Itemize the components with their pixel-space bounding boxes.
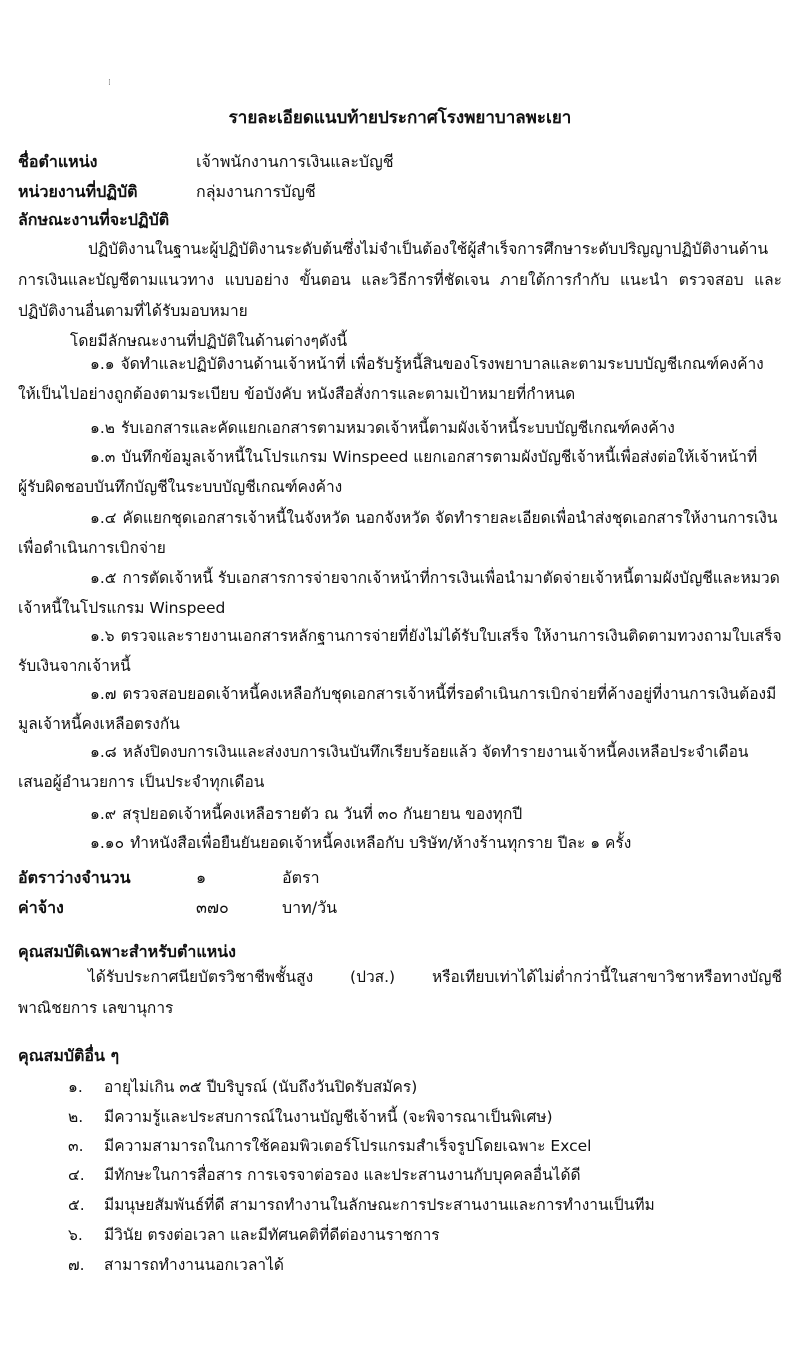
duty-number: ๑.๒ bbox=[90, 419, 115, 437]
duty-item bbox=[18, 564, 782, 623]
qual-text: มีวินัย ตรงต่อเวลา และมีทัศนคติที่ดีต่องานราชการ bbox=[104, 1226, 440, 1244]
qual-number: ๔. bbox=[68, 1166, 85, 1184]
duty-text: หลังปิดงบการเงินและส่งงบการเงินบันทึกเรียบร้อยแล้ว จัดทำรายงานเจ้าหนี้คงเหลือประจำเดือนเสนอผู้อำนวยการ เป็นประจำทุกเดือน bbox=[18, 743, 749, 791]
duty-number: ๑.๙ bbox=[90, 805, 117, 823]
position-label: ชื่อตำแหน่ง bbox=[18, 152, 98, 171]
duty-text: ทำหนังสือเพื่อยืนยันยอดเจ้าหนี้คงเหลือกับ บริษัท/ห้างร้านทุกราย ปีละ ๑ ครั้ง bbox=[130, 834, 632, 852]
qual-text: มีทักษะในการสื่อสาร การเจรจาต่อรอง และประสานงานกับบุคคลอื่นได้ดี bbox=[104, 1166, 581, 1184]
duty-number: ๑.๖ bbox=[90, 627, 115, 645]
position-value: เจ้าพนักงานการเงินและบัญชี bbox=[196, 152, 394, 171]
qual-number: ๕. bbox=[68, 1196, 85, 1214]
duty-item bbox=[18, 414, 782, 444]
qual-text: มีความรู้และประสบการณ์ในงานบัญชีเจ้าหนี้ (จะพิจารณาเป็นพิเศษ) bbox=[104, 1108, 553, 1126]
qual-text: สามารถทำงานนอกเวลาได้ bbox=[104, 1256, 284, 1274]
duty-number: ๑.๔ bbox=[90, 509, 117, 527]
duty-text: จัดทำและปฏิบัติงานด้านเจ้าหน้าที่ เพื่อรับรู้หนี้สินของโรงพยาบาลและตามระบบบัญชีเกณฑ์คงค้าง ให้เป็นไปอย่างถูกต้องตามระเบียบ ข้อบังคับ หนังสือสั่งการและตามเป้าหมายที่กำหนด bbox=[18, 355, 764, 403]
duty-item bbox=[18, 504, 782, 563]
qual-item bbox=[68, 1133, 592, 1158]
duty-number: ๑.๑ bbox=[90, 355, 115, 373]
duty-text: ตรวจสอบยอดเจ้าหนี้คงเหลือกับชุดเอกสารเจ้าหนี้ที่รอดำเนินการเบิกจ่ายที่ค้างอยู่ที่งานการเงินต้องมีมูลเจ้าหนี้คงเหลือตรงกัน bbox=[18, 685, 777, 733]
qual-item bbox=[68, 1222, 440, 1247]
duties-heading: ลักษณะงานที่จะปฏิบัติ bbox=[18, 210, 170, 229]
wage-unit: บาท/วัน bbox=[282, 898, 337, 917]
duties-intro: ปฏิบัติงานในฐานะผู้ปฏิบัติงานระดับต้นซึ่งไม่จำเป็นต้องใช้ผู้สำเร็จการศึกษาระดับปริญญาปฏิบัติงานด้านการเงินและบัญชีตามแนวทาง แบบอย่าง ขั้นตอน และวิธีการที่ชัดเจน ภายใต้การกำกับ แนะนำ ตรวจสอบ และปฏิบัติงานอื่นตามที่ได้รับมอบหมาย bbox=[18, 240, 782, 320]
duty-number: ๑.๕ bbox=[90, 569, 117, 587]
duty-text: บันทึกข้อมูลเจ้าหนี้ในโปรแกรม Winspeed แยกเอกสารตามผังบัญชีเจ้าหนี้เพื่อส่งต่อให้เจ้าหน้าที่ผู้รับผิดชอบบันทึกบัญชีในระบบบัญชีเกณฑ์คงค้าง bbox=[18, 448, 758, 496]
duty-item bbox=[18, 800, 782, 830]
qual-number: ๓. bbox=[68, 1137, 84, 1155]
duty-text: ตรวจและรายงานเอกสารหลักฐานการจ่ายที่ยังไม่ได้รับใบเสร็จ ให้งานการเงินติดตามทวงถามใบเสร็จรับเงินจากเจ้าหนี้ bbox=[18, 627, 782, 675]
vacancy-unit: อัตรา bbox=[282, 868, 320, 887]
duty-number: ๑.๓ bbox=[90, 448, 116, 466]
vacancy-label: อัตราว่างจำนวน bbox=[18, 868, 131, 887]
unit-label: หน่วยงานที่ปฏิบัติ bbox=[18, 182, 138, 201]
specific-qual-heading: คุณสมบัติเฉพาะสำหรับตำแหน่ง bbox=[18, 942, 236, 961]
qual-item bbox=[68, 1074, 417, 1099]
wage-label: ค่าจ้าง bbox=[18, 898, 64, 917]
duty-item bbox=[18, 738, 782, 797]
document-title: รายละเอียดแนบท้ายประกาศโรงพยาบาลพะเยา bbox=[228, 108, 572, 128]
duty-item bbox=[18, 829, 782, 859]
duty-number: ๑.๘ bbox=[90, 743, 117, 761]
duty-item bbox=[18, 350, 782, 409]
duty-text: สรุปยอดเจ้าหนี้คงเหลือรายตัว ณ วันที่ ๓๐ กันยายน ของทุกปี bbox=[122, 805, 523, 823]
duty-number: ๑.๑๐ bbox=[90, 834, 125, 852]
unit-row bbox=[18, 180, 316, 205]
specific-qual-text: ได้รับประกาศนียบัตรวิชาชีพชั้นสูง (ปวส.) หรือเทียบเท่าได้ไม่ต่ำกว่านี้ในสาขาวิชาหรือทางบัญชี พาณิชยการ เลขานุการ bbox=[18, 968, 782, 1017]
qual-text: อายุไม่เกิน ๓๕ ปีบริบูรณ์ (นับถึงวันปิดรับสมัคร) bbox=[104, 1078, 418, 1096]
qual-item bbox=[68, 1104, 553, 1129]
qual-item bbox=[68, 1252, 284, 1277]
duty-text: การตัดเจ้าหนี้ รับเอกสารการจ่ายจากเจ้าหน้าที่การเงินเพื่อนำมาตัดจ่ายเจ้าหนี้ตามผังบัญชีและหมวดเจ้าหนี้ในโปรแกรม Winspeed bbox=[18, 569, 780, 617]
duty-item bbox=[18, 680, 782, 739]
other-qual-heading: คุณสมบัติอื่น ๆ bbox=[18, 1046, 120, 1065]
qual-item bbox=[68, 1162, 581, 1187]
wage-row bbox=[18, 896, 337, 921]
qual-text: มีมนุษยสัมพันธ์ที่ดี สามารถทำงานในลักษณะการประสานงานและการทำงานเป็นทีม bbox=[104, 1196, 655, 1214]
vacancy-row bbox=[18, 866, 320, 891]
duty-item bbox=[18, 443, 782, 502]
qual-number: ๑. bbox=[68, 1078, 83, 1096]
duty-item bbox=[18, 622, 782, 681]
qual-item bbox=[68, 1192, 655, 1217]
position-row bbox=[18, 150, 394, 175]
duty-number: ๑.๗ bbox=[90, 685, 117, 703]
qual-number: ๗. bbox=[68, 1256, 85, 1274]
vacancy-number: ๑ bbox=[196, 868, 207, 887]
qual-text: มีความสามารถในการใช้คอมพิวเตอร์โปรแกรมสำเร็จรูปโดยเฉพาะ Excel bbox=[104, 1137, 592, 1155]
qual-number: ๖. bbox=[68, 1226, 83, 1244]
unit-value: กลุ่มงานการบัญชี bbox=[196, 182, 316, 201]
qual-number: ๒. bbox=[68, 1108, 84, 1126]
wage-number: ๓๗๐ bbox=[196, 898, 229, 917]
duties-lead: โดยมีลักษณะงานที่ปฏิบัติในด้านต่างๆดังนี้ bbox=[70, 332, 348, 350]
duty-text: คัดแยกชุดเอกสารเจ้าหนี้ในจังหวัด นอกจังหวัด จัดทำรายละเอียดเพื่อนำส่งชุดเอกสารให้งานการเงินเพื่อดำเนินการเบิกจ่าย bbox=[18, 509, 778, 557]
scan-specks: ⁞ bbox=[108, 78, 111, 88]
duty-text: รับเอกสารและคัดแยกเอกสารตามหมวดเจ้าหนี้ตามผังเจ้าหนี้ระบบบัญชีเกณฑ์คงค้าง bbox=[120, 419, 675, 437]
